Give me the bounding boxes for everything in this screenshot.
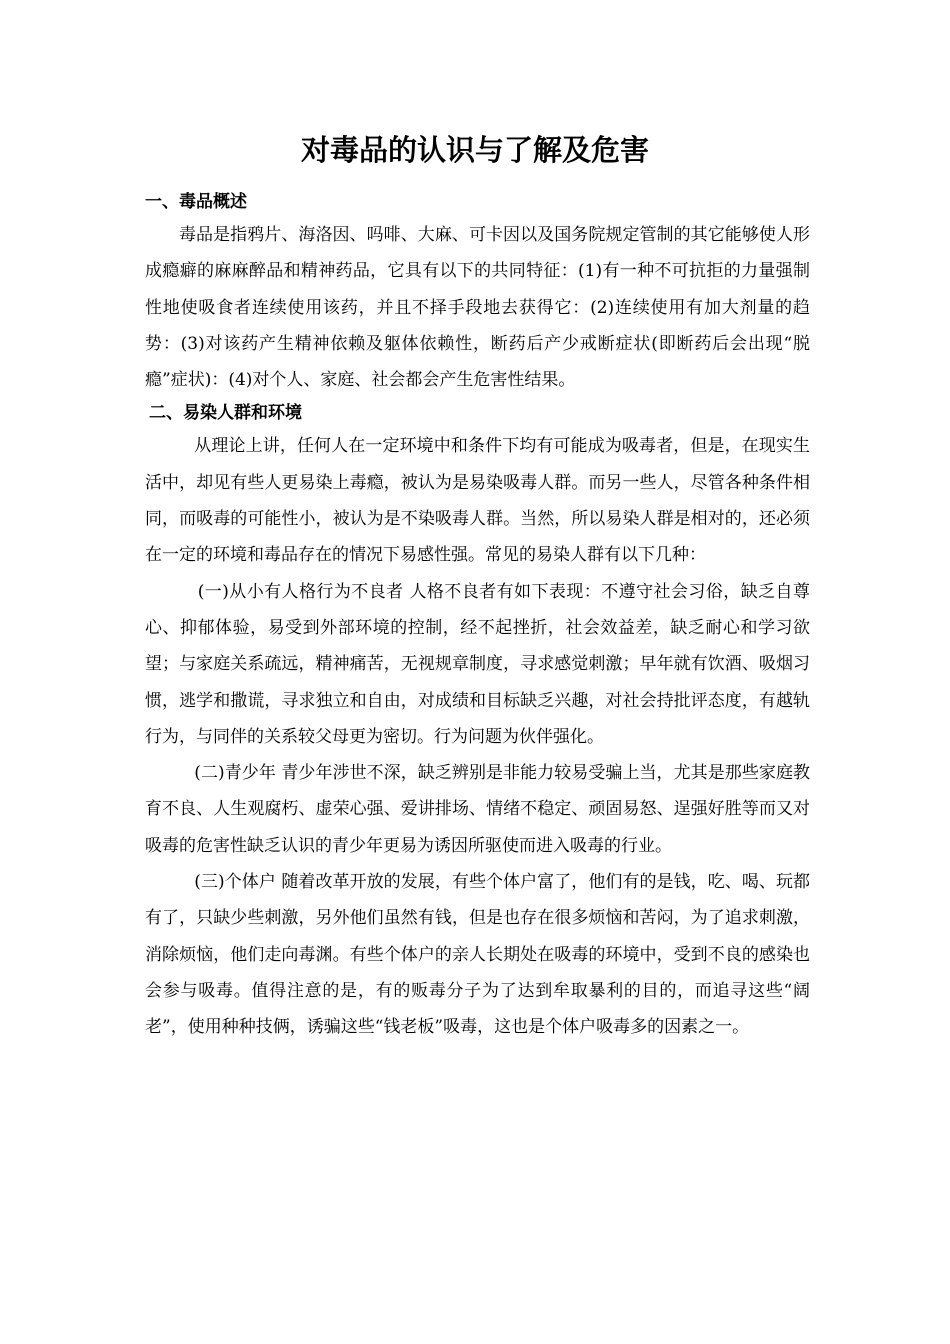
paragraph: 从理论上讲，任何人在一定环境中和条件下均有可能成为吸毒者，但是，在现实生活中，却见有些人更易染上毒瘾，被认为是易染吸毒人群。而另一些人，尽管各种条件相同，而吸毒的可能性小，被认为是不染吸毒人群。当然，所以易染人群是相对的，还必须在一定的环境和毒品存在的情况下易感性强。常见的易染人群有以下几种： <box>145 436 810 566</box>
paragraph: (三)个体户 随着改革开放的发展，有些个体户富了，他们有的是钱，吃、喝、玩都有了，只缺少些刺激，另外他们虽然有钱，但是也存在很多烦恼和苦闷，为了追求刺激，消除烦恼，他们走向毒渊。有些个体户的亲人长期处在吸毒的环境中，受到不良的感染也会参与吸毒。值得注意的是，有的贩毒分子为了达到牟取暴利的目的，而追寻这些“阔老”，使用种种技俩，诱骗这些“钱老板”吸毒，这也是个体户吸毒多的因素之一。 <box>145 872 810 1038</box>
document-body <box>145 187 810 1046</box>
section-heading-susceptible-groups: 二、易染人群和环境 <box>149 403 302 424</box>
document-title: 对毒品的认识与了解及危害 <box>300 133 649 167</box>
section-susceptible-groups <box>145 398 810 1045</box>
paragraph: (一)从小有人格行为不良者 人格不良者有如下表现：不遵守社会习俗，缺乏自尊心、抑郁体验，易受到外部环境的控制，经不起挫折，社会效益差，缺乏耐心和学习欲望；与家庭关系疏远，精神痛苦，无视规章制度，寻求感觉刺激；早年就有饮酒、吸烟习惯，逃学和撒谎，寻求独立和自由，对成绩和目标缺乏兴趣，对社会持批评态度，有越轨行为，与同伴的关系较父母更为密切。行为问题为伙伴强化。 <box>145 581 810 747</box>
paragraph: 毒品是指鸦片、海洛因、吗啡、大麻、可卡因以及国务院规定管制的其它能够使人形成瘾癖的麻麻醉品和精神药品，它具有以下的共同特征：(1)有一种不可抗拒的力量强制性地使吸食者连续使用该药，并且不择手段地去获得它：(2)连续使用有加大剂量的趋势：(3)对该药产生精神依赖及躯体依赖性，断药后产少戒断症状(即断药后会出现“脱瘾”症状)：(4)对个人、家庭、社会都会产生危害性结果。 <box>145 225 810 391</box>
section-overview <box>145 187 810 398</box>
section-heading-overview: 一、毒品概述 <box>145 192 247 212</box>
paragraph: (二)青少年 青少年涉世不深，缺乏辨别是非能力较易受骗上当，尤其是那些家庭教育不良、人生观腐朽、虚荣心强、爱讲排场、情绪不稳定、顽固易怒、逞强好胜等而又对吸毒的危害性缺乏认识的青少年更易为诱因所驱使而进入吸毒的行业。 <box>145 763 810 856</box>
